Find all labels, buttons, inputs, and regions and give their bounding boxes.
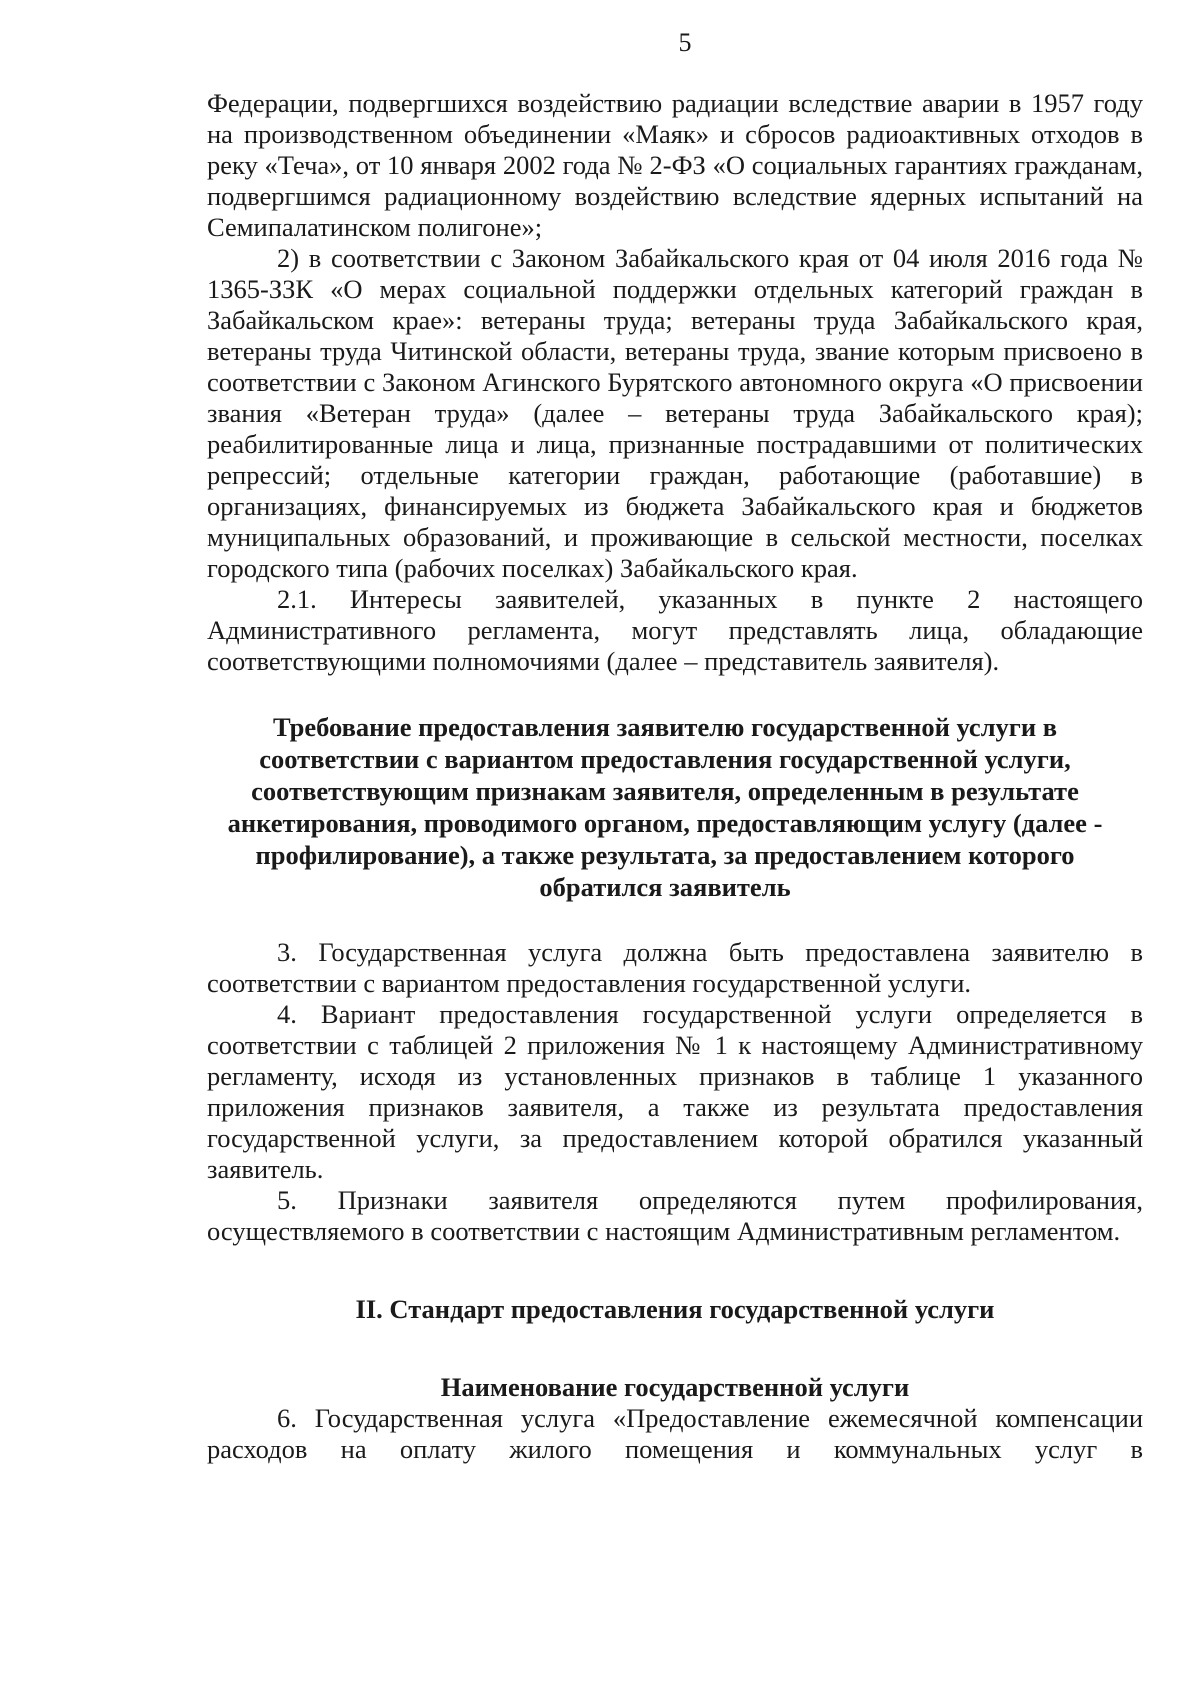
paragraph-item-6: 6. Государственная услуга «Предоставление ежемесячной компенсации расходов на оплату жилого помещения и коммунальных услуг в [207,1403,1143,1464]
paragraph-item-5: 5. Признаки заявителя определяются путем профилирования, осуществляемого в соответствии с настоящим Административным регламентом. [207,1185,1143,1246]
section-heading-requirement: Требование предоставления заявителю государственной услуги в соответствии с вариантом предоставления государственной услуги, соответствующим признакам заявителя, определенным в результате анкетирования, проводимого органом, предоставляющим услугу (далее - профилирование), а также результата, за предоставлением которого обратился заявитель [227,712,1103,902]
paragraph-continuation: Федерации, подвергшихся воздействию радиации вследствие аварии в 1957 году на производственном объединении «Маяк» и сбросов радиоактивных отходов в реку «Теча», от 10 января 2002 года № 2-ФЗ «О социальных гарантиях гражданам, подвергшимся радиационному воздействию вследствие ядерных испытаний на Семипалатинском полигоне»; [207,88,1143,242]
paragraph-item-2-1: 2.1. Интересы заявителей, указанных в пункте 2 настоящего Административного регламента, могут представлять лица, обладающие соответствующими полномочиями (далее – представитель заявителя). [207,584,1143,676]
document-body [207,88,1143,1465]
paragraph-item-2: 2) в соответствии с Законом Забайкальского края от 04 июля 2016 года № 1365-ЗЗК «О мерах социальной поддержки отдельных категорий граждан в Забайкальском крае»: ветераны труда; ветераны труда Забайкальского края, ветераны труда Читинской области, ветераны труда, звание которым присвоено в соответствии с Законом Агинского Бурятского автономного округа «О присвоении звания «Ветеран труда» (далее – ветераны труда Забайкальского края); реабилитированные лица и лица, признанные пострадавшими от политических репрессий; отдельные категории граждан, работающие (работавшие) в организациях, финансируемых из бюджета Забайкальского края и бюджетов муниципальных образований, и проживающие в сельской местности, поселках городского типа (рабочих поселках) Забайкальского края. [207,243,1143,583]
paragraph-item-3: 3. Государственная услуга должна быть предоставлена заявителю в соответствии с вариантом предоставления государственной услуги. [207,937,1143,998]
page-number: 5 [678,28,692,57]
paragraph-item-4: 4. Вариант предоставления государственной услуги определяется в соответствии с таблицей 2 приложения № 1 к настоящему Административному регламенту, исходя из установленных признаков в таблице 1 указанного приложения признаков заявителя, а также из результата предоставления государственной услуги, за предоставлением которой обратился указанный заявитель. [207,999,1143,1184]
section-heading-standard: II. Стандарт предоставления государственной услуги [355,1294,995,1324]
subheading-service-name: Наименование государственной услуги [440,1372,910,1402]
